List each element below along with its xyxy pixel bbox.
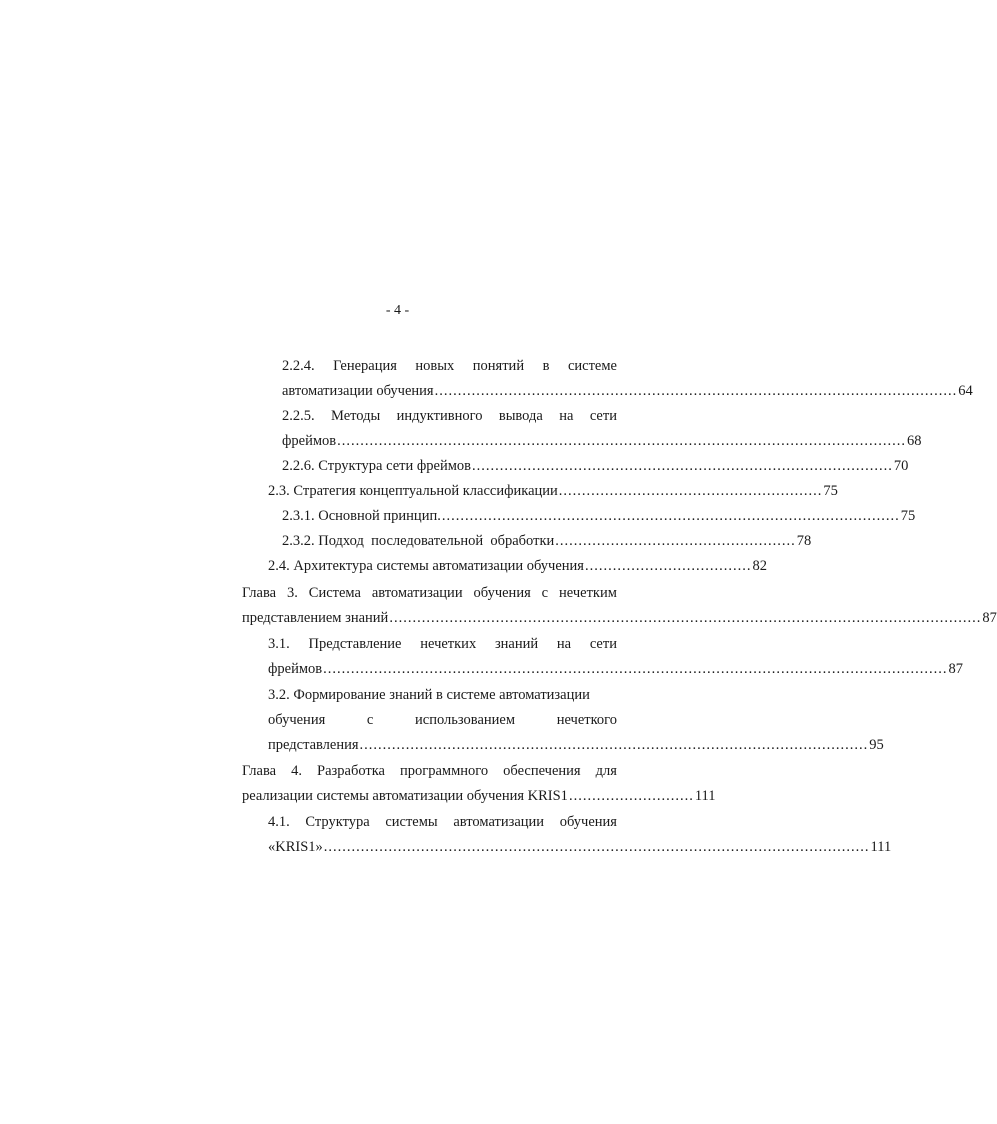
toc-word: системе [567, 358, 617, 374]
dot-leader: ................................................................................................... [441, 508, 900, 524]
toc-chapter-3 [242, 581, 617, 606]
toc-entry-3-2 [268, 683, 629, 708]
toc-word: для [595, 763, 617, 779]
toc-label: представлением знаний [242, 610, 389, 626]
toc-page: 75 [900, 508, 916, 524]
toc-word: 3.1. [268, 636, 290, 652]
toc-word: 3. [286, 585, 298, 601]
toc-word: обучения [473, 585, 531, 601]
dot-leader: ......................................................... [558, 483, 823, 499]
toc-page: 78 [796, 533, 812, 549]
toc-word: обеспечения [503, 763, 581, 779]
toc-label: 2.2.6. Структура сети фреймов [282, 458, 471, 474]
toc-label: 2.3.1. Основной принцип. [282, 508, 441, 524]
toc-word: знаний [494, 636, 539, 652]
toc-word: с [541, 585, 549, 601]
toc-page: 82 [752, 558, 767, 574]
toc-word: на [559, 408, 574, 424]
toc-entry-3-1-cont [268, 657, 963, 682]
dot-leader: ....................................................................................................................................... [323, 661, 948, 677]
toc-entry-3-2-line2 [268, 708, 617, 733]
dot-leader: ...................................................................................................................... [323, 839, 870, 855]
toc-label: «KRIS1» [268, 839, 323, 855]
toc-entry-2-4 [268, 554, 767, 579]
toc-page: 111 [870, 839, 892, 855]
toc-word: 2.2.5. [282, 408, 315, 424]
toc-word: сети [589, 408, 617, 424]
toc-chapter-3-cont [242, 606, 997, 631]
toc-word: сети [589, 636, 617, 652]
toc-entry-2-2-6 [282, 454, 909, 479]
toc-label: 2.3. Стратегия концептуальной классификации [268, 483, 558, 499]
toc-page: 87 [982, 610, 997, 626]
toc-word: использованием [415, 712, 516, 728]
toc-word: понятий [472, 358, 525, 374]
toc-page: 111 [694, 788, 716, 804]
toc-entry-4-1-cont [268, 835, 892, 860]
toc-page: 68 [907, 433, 922, 449]
toc-label: представления [268, 737, 359, 753]
toc-entry-2-2-5 [282, 404, 617, 429]
toc-word: автоматизации [453, 814, 545, 830]
toc-word: вывода [498, 408, 543, 424]
dot-leader: ........................... [568, 788, 694, 804]
toc-word: новых [415, 358, 455, 374]
toc-word: индуктивного [396, 408, 483, 424]
toc-page: 64 [958, 383, 973, 399]
toc-label: реализации системы автоматизации обучения KRIS1 [242, 788, 568, 804]
toc-label: фреймов [282, 433, 337, 449]
dot-leader: ................................................................................................................. [434, 383, 958, 399]
toc-chapter-4 [242, 759, 617, 784]
toc-entry-4-1 [268, 810, 617, 835]
toc-word: Представление [308, 636, 402, 652]
toc-word: нечеткого [556, 712, 617, 728]
toc-chapter-4-cont [242, 784, 716, 809]
toc-word: в [542, 358, 550, 374]
toc-label: 2.3.2. Подход последовательной обработки [282, 533, 555, 549]
toc-word: Разработка [317, 763, 385, 779]
dot-leader: .................................... [584, 558, 752, 574]
toc-page: 70 [893, 458, 909, 474]
toc-label: фреймов [268, 661, 323, 677]
toc-entry-2-3-2 [282, 529, 812, 554]
toc-entry-2-2-4 [282, 354, 617, 379]
toc-word: Структура [305, 814, 370, 830]
toc-word: автоматизации [371, 585, 463, 601]
toc-word: нечетких [420, 636, 477, 652]
toc-page: 95 [869, 737, 884, 753]
toc-entry-3-2-cont [268, 733, 884, 758]
toc-word: Система [308, 585, 361, 601]
dot-leader: ........................................................................................... [472, 458, 893, 474]
dot-leader: .................................................... [555, 533, 796, 549]
toc-word: 2.2.4. [282, 358, 315, 374]
toc-word: программного [400, 763, 489, 779]
toc-word: 4. [291, 763, 302, 779]
dot-leader: ................................................................................................................................ [389, 610, 982, 626]
toc-word: обучения [559, 814, 617, 830]
toc-label: 2.4. Архитектура системы автоматизации обучения [268, 558, 584, 574]
toc-word: на [556, 636, 572, 652]
dot-leader: .............................................................................................................. [359, 737, 869, 753]
toc-word: Генерация [333, 358, 397, 374]
toc-entry-2-3 [268, 479, 838, 504]
dot-leader: ........................................................................................................................... [337, 433, 906, 449]
toc-word: обучения [268, 712, 326, 728]
toc-word: Глава [242, 585, 277, 601]
toc-page: 87 [948, 661, 963, 677]
toc-entry-3-1 [268, 632, 617, 657]
toc-entry-2-2-5-cont [282, 429, 922, 454]
toc-word: нечетким [559, 585, 617, 601]
toc-word: с [366, 712, 374, 728]
toc-word: 4.1. [268, 814, 290, 830]
toc-word: Методы [331, 408, 381, 424]
toc-entry-2-2-4-cont [282, 379, 973, 404]
toc-word: Глава [242, 763, 277, 779]
toc-page: 75 [823, 483, 838, 499]
toc-word: системы [385, 814, 438, 830]
toc-label: 3.2. Формирование знаний в системе автоматизации [268, 687, 590, 703]
toc-label: автоматизации обучения [282, 383, 434, 399]
toc-entry-2-3-1 [282, 504, 916, 529]
page-number: - 4 - [385, 303, 410, 318]
